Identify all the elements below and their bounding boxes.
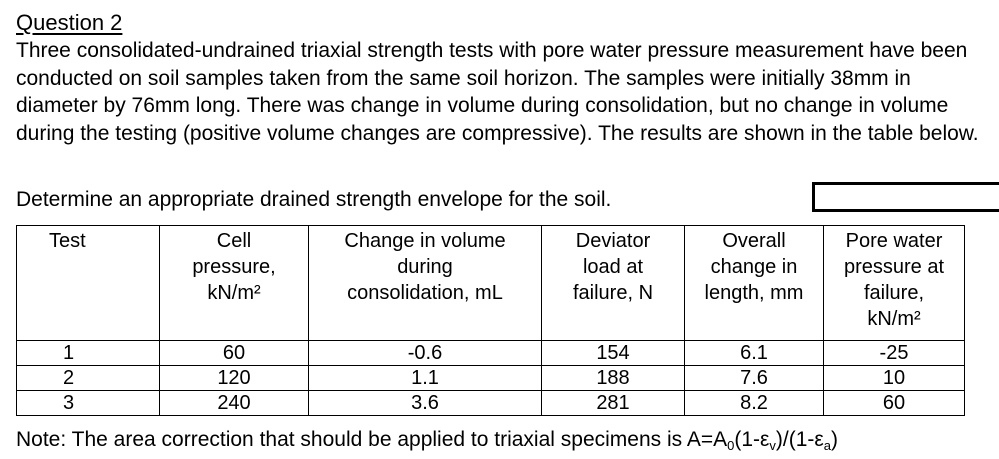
cell-pore-pressure: -25 <box>824 341 965 366</box>
header-line: consolidation, mL <box>347 282 503 304</box>
cell-volume-change: -0.6 <box>309 341 542 366</box>
cell-deviator-load: 281 <box>542 391 685 416</box>
header-test <box>17 226 160 341</box>
cell-length-change: 7.6 <box>685 366 824 391</box>
task-instruction: Determine an appropriate drained strength envelope for the soil. <box>16 188 612 211</box>
header-line: kN/m² <box>867 308 921 330</box>
cell-volume-change: 1.1 <box>309 366 542 391</box>
table-row <box>17 341 965 366</box>
header-line: Overall <box>722 230 786 252</box>
header-test-line: Test <box>49 230 86 252</box>
cell-pore-pressure: 10 <box>824 366 965 391</box>
cell-test: 1 <box>17 341 160 366</box>
header-length-change <box>685 226 824 341</box>
header-cell-pressure <box>160 226 309 341</box>
cell-deviator-load: 154 <box>542 341 685 366</box>
note-text: Note: The area correction that should be applied to triaxial specimens is A=A <box>16 428 728 451</box>
cell-deviator-load: 188 <box>542 366 685 391</box>
note-subscript-zero: 0 <box>727 438 735 453</box>
cell-pore-pressure: 60 <box>824 391 965 416</box>
header-line: load at <box>582 256 644 278</box>
table-header-row <box>17 226 965 341</box>
note-text: )/(1-ε <box>775 428 824 451</box>
cell-cell-pressure: 240 <box>160 391 309 416</box>
header-line: failure, N <box>572 282 654 304</box>
header-line: Pore water <box>845 230 943 252</box>
header-line: length, mm <box>704 282 804 304</box>
note-subscript-a: a <box>823 438 831 453</box>
header-volume-change <box>309 226 542 341</box>
table-row <box>17 366 965 391</box>
header-line: during <box>397 256 453 278</box>
header-line: kN/m² <box>207 282 261 304</box>
header-line: pressure, <box>192 256 276 278</box>
cell-length-change: 8.2 <box>685 391 824 416</box>
answer-box <box>812 182 999 212</box>
note-text: ) <box>830 428 838 451</box>
header-line: Cell <box>216 230 252 252</box>
cell-test: 2 <box>17 366 160 391</box>
question-heading: Question 2 <box>16 10 123 35</box>
header-pore-pressure <box>824 226 965 341</box>
header-line: change in <box>710 256 798 278</box>
area-correction-note <box>16 427 838 459</box>
results-table <box>16 225 965 416</box>
header-line: Deviator <box>575 230 651 252</box>
header-deviator-load <box>542 226 685 341</box>
cell-test: 3 <box>17 391 160 416</box>
header-line: pressure at <box>843 256 945 278</box>
cell-length-change: 6.1 <box>685 341 824 366</box>
table-row <box>17 391 965 416</box>
note-text: (1-ε <box>734 428 770 451</box>
cell-cell-pressure: 60 <box>160 341 309 366</box>
header-line: Change in volume <box>344 230 506 252</box>
note-subscript-v: v <box>769 438 776 453</box>
cell-cell-pressure: 120 <box>160 366 309 391</box>
cell-volume-change: 3.6 <box>309 391 542 416</box>
question-paragraph: Three consolidated-undrained triaxial strength tests with pore water pressure measurement have been conducted on soil samples taken from the same soil horizon. The samples were initially 38mm in diameter by 76mm long. There was change in volume during consolidation, but no change in volume during the testing (positive volume changes are compressive). The results are shown in the table below. <box>16 39 979 145</box>
header-line: failure, <box>863 282 925 304</box>
